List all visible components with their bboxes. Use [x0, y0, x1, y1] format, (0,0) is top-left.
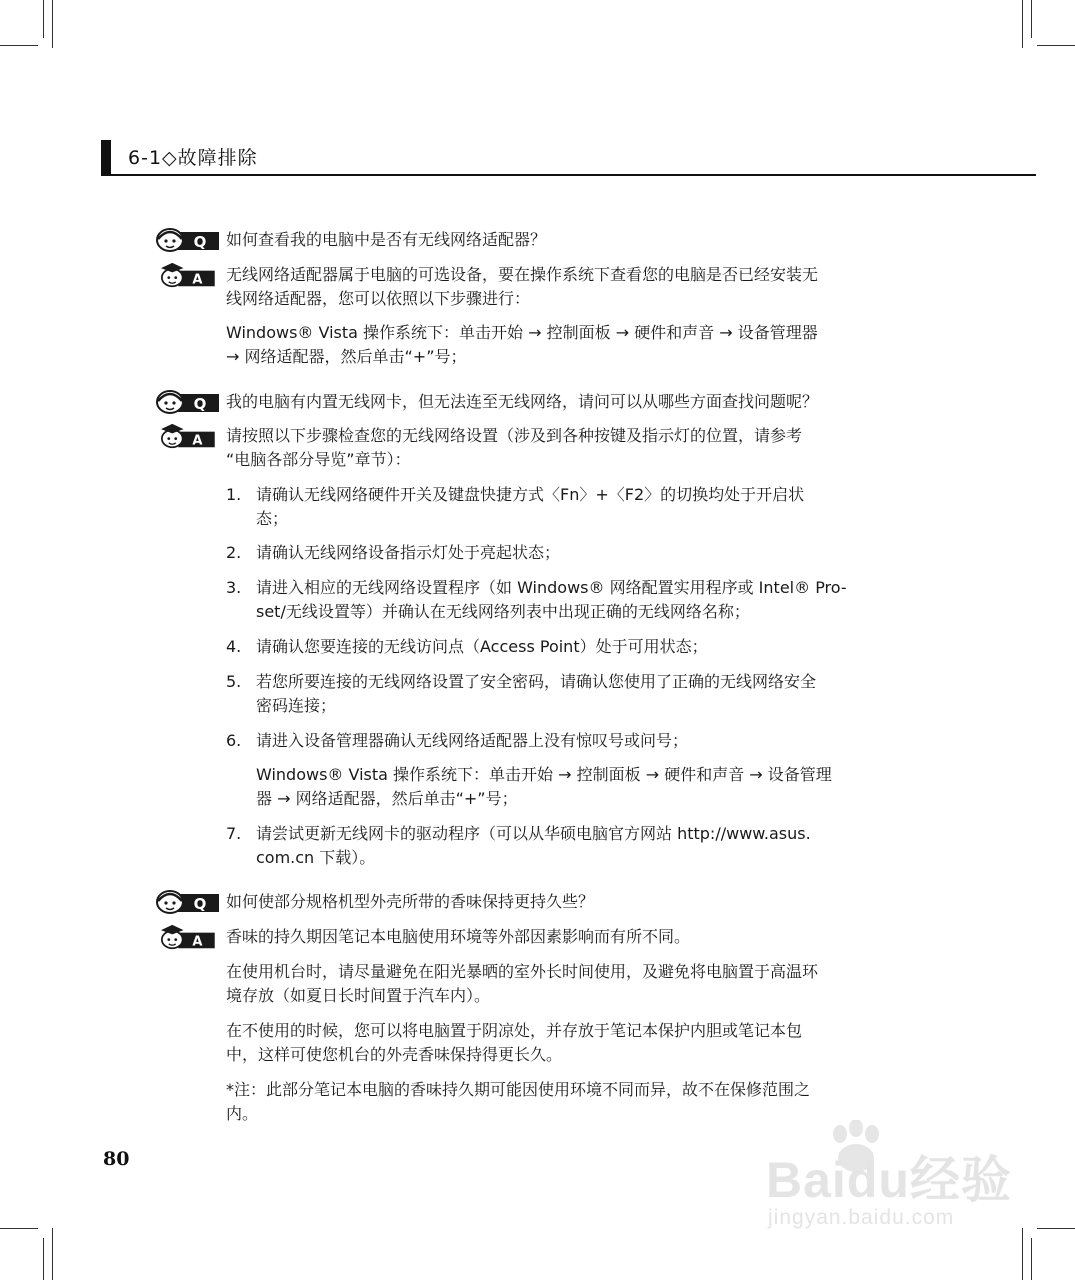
a-label: A [192, 433, 203, 449]
list-item-number: 2. [226, 543, 242, 562]
question-icon [155, 389, 219, 415]
list-item-number: 5. [226, 672, 242, 691]
crop-mark [1022, 1228, 1023, 1280]
crop-mark [0, 45, 38, 46]
list-item-text: 请确认无线网络硬件开关及键盘快捷方式〈Fn〉+〈F2〉的切换均处于开启状 [256, 485, 805, 504]
list-item-text: 请进入设备管理器确认无线网络适配器上没有惊叹号或问号； [256, 731, 689, 750]
answer-text-line: 线网络适配器，您可以依照以下步骤进行： [226, 289, 531, 308]
watermark-url: jingyan.baidu.com [768, 1206, 955, 1229]
path-instruction-line: → 网络适配器，然后单击“+”号； [226, 347, 467, 366]
watermark-brand: Baidu经验 [766, 1152, 1012, 1208]
q-label: Q [193, 233, 207, 251]
answer-icon [155, 423, 219, 449]
list-item-text: 态； [256, 509, 289, 528]
list-item-number: 4. [226, 637, 242, 656]
list-item-text: 密码连接； [256, 696, 337, 715]
crop-mark [43, 0, 44, 38]
path-instruction-line: Windows® Vista 操作系统下：单击开始 → 控制面板 → 硬件和声音 → 设备管理 [256, 765, 832, 784]
list-item-text: 若您所要连接的无线网络设置了安全密码，请确认您使用了正确的无线网络安全 [256, 672, 817, 691]
question-text: 如何使部分规格机型外壳所带的香味保持更持久些？ [226, 892, 595, 911]
path-instruction-line: Windows® Vista 操作系统下：单击开始 → 控制面板 → 硬件和声音 → 设备管理器 [226, 323, 818, 342]
answer-text-line: 请按照以下步骤检查您的无线网络设置（涉及到各种按键及指示灯的位置，请参考 [226, 426, 803, 445]
crop-mark [1037, 45, 1075, 46]
note-line: 内。 [226, 1104, 259, 1123]
crop-mark [1031, 1238, 1032, 1280]
crop-mark [1031, 0, 1032, 38]
answer-icon [155, 924, 219, 950]
path-instruction-line: 器 → 网络适配器，然后单击“+”号； [256, 789, 518, 808]
list-item-text: 请进入相应的无线网络设置程序（如 Windows® 网络配置实用程序或 Intel® Pro- [256, 578, 847, 597]
answer-text-line: 无线网络适配器属于电脑的可选设备，要在操作系统下查看您的电脑是否已经安装无 [226, 265, 819, 284]
answer-text-line: “电脑各部分导览”章节）： [226, 450, 411, 469]
list-item-number: 6. [226, 731, 242, 750]
answer-icon [155, 262, 219, 288]
q-label: Q [193, 895, 207, 913]
list-item-number: 3. [226, 578, 242, 597]
paragraph-line: 在使用机台时，请尽量避免在阳光暴晒的室外长时间使用，及避免将电脑置于高温环 [226, 962, 819, 981]
crop-mark [52, 0, 53, 48]
paragraph-line: 在不使用的时候，您可以将电脑置于阴凉处，并存放于笔记本保护内胆或笔记本包 [226, 1021, 803, 1040]
a-label: A [192, 934, 203, 950]
question-icon [155, 889, 219, 915]
list-item-number: 7. [226, 824, 242, 843]
crop-mark [0, 1228, 38, 1229]
paragraph-line: 境存放（如夏日长时间置于汽车内）。 [226, 986, 491, 1005]
a-label: A [192, 272, 203, 288]
list-item-text: 请尝试更新无线网卡的驱动程序（可以从华硕电脑官方网站 http://www.asus. [256, 824, 811, 843]
answer-text-line: 香味的持久期因笔记本电脑使用环境等外部因素影响而有所不同。 [226, 927, 691, 946]
section-marker-bar [101, 140, 111, 176]
crop-mark [1037, 1228, 1075, 1229]
section-title: 6-1◇故障排除 [128, 147, 258, 169]
question-icon [155, 227, 219, 253]
list-item-text: 请确认您要连接的无线访问点（Access Point）处于可用状态； [256, 637, 708, 656]
paragraph-line: 中，这样可使您机台的外壳香味保持得更长久。 [226, 1045, 563, 1064]
crop-mark [43, 1238, 44, 1280]
question-text: 如何查看我的电脑中是否有无线网络适配器？ [226, 230, 547, 249]
crop-mark [1022, 0, 1023, 48]
note-line: *注：此部分笔记本电脑的香味持久期可能因使用环境不同而异，故不在保修范围之 [226, 1080, 811, 1099]
list-item-text: set/无线设置等）并确认在无线网络列表中出现正确的无线网络名称； [256, 602, 750, 621]
q-label: Q [193, 395, 207, 413]
crop-mark [52, 1228, 53, 1280]
section-rule [101, 174, 1036, 176]
question-text: 我的电脑有内置无线网卡，但无法连至无线网络，请问可以从哪些方面查找问题呢？ [226, 392, 819, 411]
list-item-text: com.cn 下载）。 [256, 848, 376, 867]
page-number: 80 [103, 1148, 130, 1170]
list-item-number: 1. [226, 485, 242, 504]
baidu-watermark [760, 1120, 1020, 1240]
list-item-text: 请确认无线网络设备指示灯处于亮起状态； [256, 543, 561, 562]
